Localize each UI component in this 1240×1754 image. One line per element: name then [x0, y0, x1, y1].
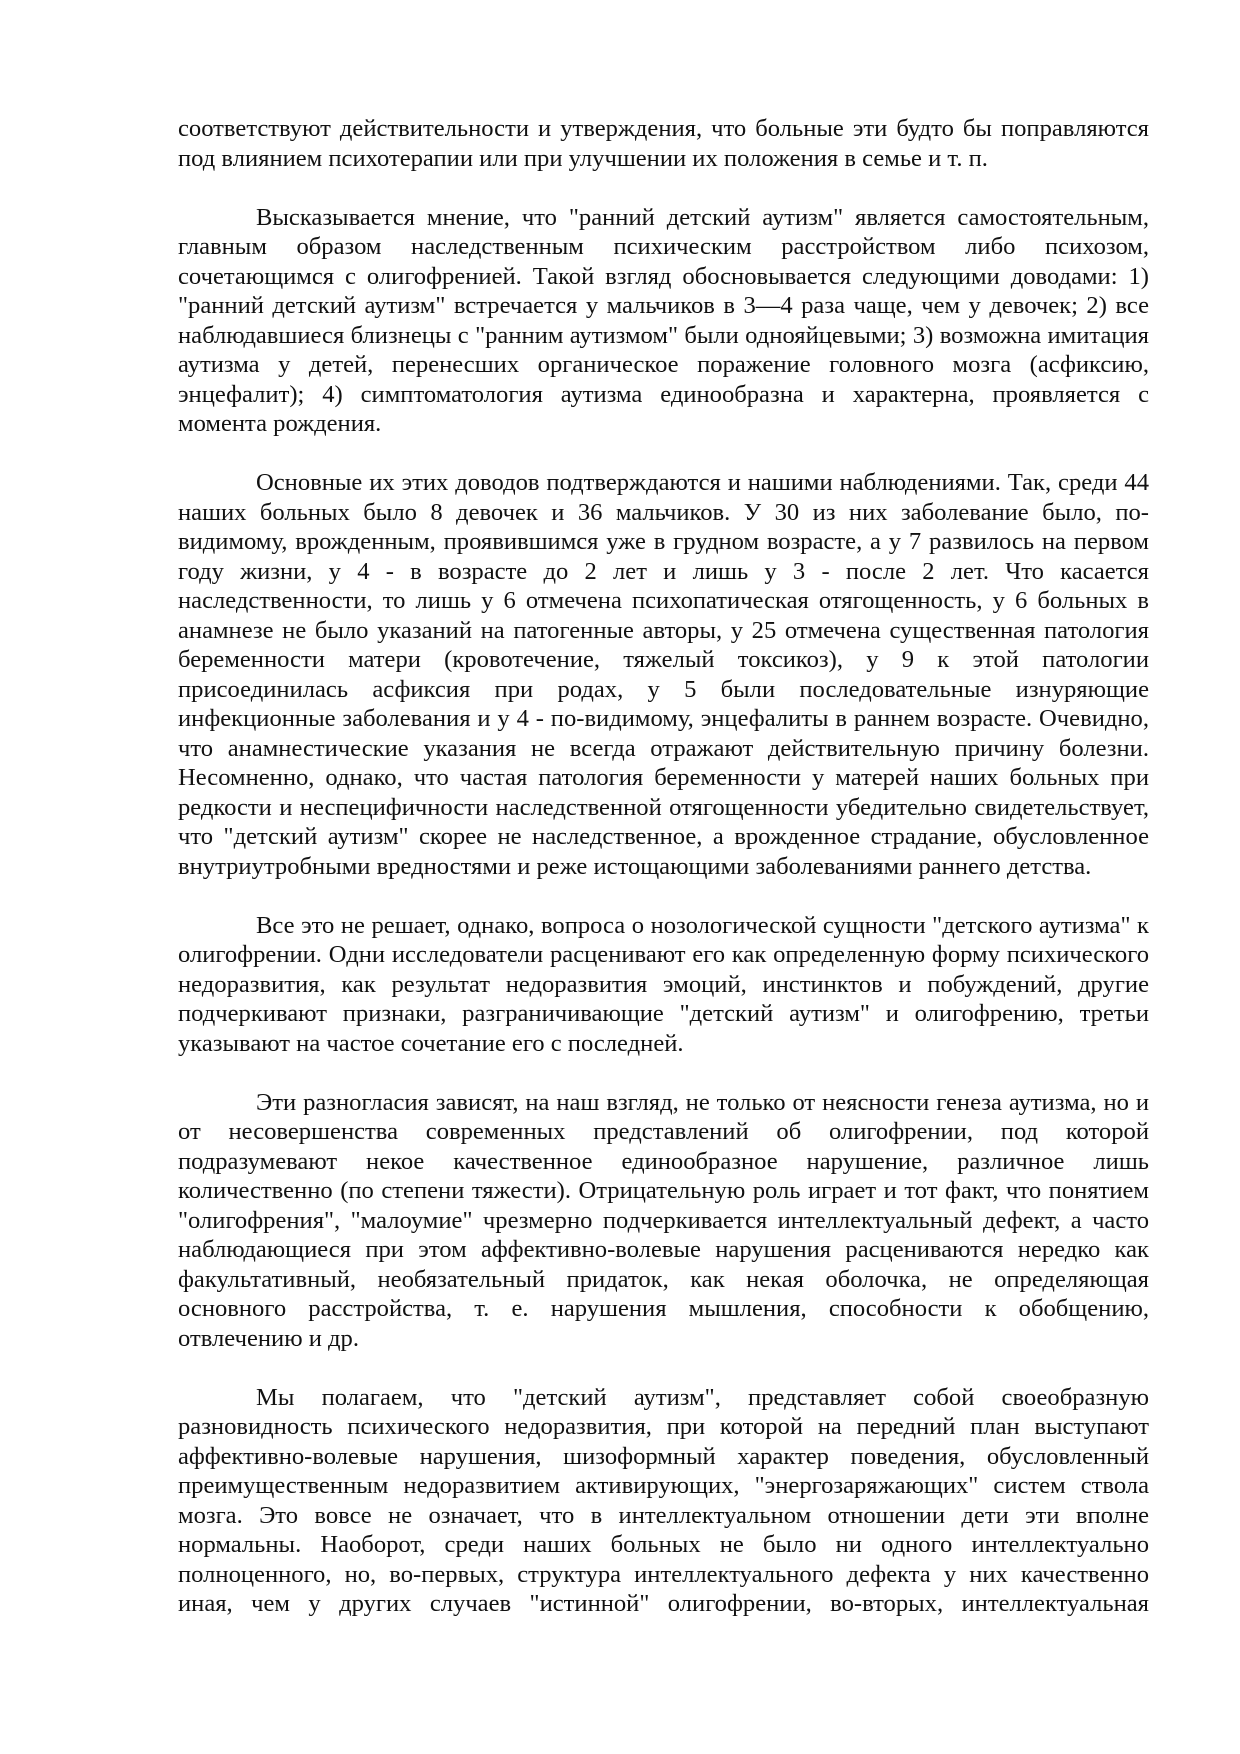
paragraph-conclusion: Мы полагаем, что "детский аутизм", представляет собой своеобразную разновидность психического недоразвития, при которой на передний план выступают аффективно-волевые нарушения, шизоформный характер поведения, обусловленный преимущественным недоразвитием активирующих, "энергозаряжающих" систем ствола мозга. Это вовсе не означает, что в интеллектуальном отношении дети эти вполне нормальны. Наоборот, среди наших больных не было ни одного интеллектуально полноценного, но, во-первых, структура интеллектуального дефекта у них качественно иная, чем у других случаев "истинной" олигофрении, во-вторых, интеллектуальная [178, 1383, 1149, 1617]
paragraph-autism-opinion: Высказывается мнение, что "ранний детский аутизм" является самостоятельным, главным образом наследственным психическим расстройством либо психозом, сочетающимся с олигофренией. Такой взгляд обосновывается следующими доводами: 1) "ранний детский аутизм" встречается у мальчиков в 3—4 раза чаще, чем у девочек; 2) все наблюдавшиеся близнецы с "ранним аутизмом" были однояйцевыми; 3) возможна имитация аутизма у детей, перенесших органическое поражение головного мозга (асфиксию, энцефалит); 4) симптоматология аутизма единообразна и характерна, проявляется с момента рождения. [178, 203, 1149, 437]
paragraph-continuation: соответствуют действительности и утверждения, что больные эти будто бы поправляются под влиянием психотерапии или при улучшении их положения в семье и т. п. [178, 115, 1149, 172]
paragraph-nosology: Все это не решает, однако, вопроса о нозологической сущности "детского аутизма" к олигофрении. Одни исследователи расценивают его как определенную форму психического недоразвития, как результат недоразвития эмоций, инстинктов и побуждений, другие подчеркивают признаки, разграничивающие "детский аутизм" и олигофрению, третьи указывают на частое сочетание его с последней. [178, 911, 1149, 1057]
paragraph-disagreements: Эти разногласия зависят, на наш взгляд, не только от неясности генеза аутизма, но и от несовершенства современных представлений об олигофрении, под которой подразумевают некое качественное единообразное нарушение, различное лишь количественно (по степени тяжести). Отрицательную роль играет и тот факт, что понятием "олигофрения", "малоумие" чрезмерно подчеркивается интеллектуальный дефект, а часто наблюдающиеся при этом аффективно-волевые нарушения расцениваются нередко как факультативный, необязательный придаток, как некая оболочка, не определяющая основного расстройства, т. е. нарушения мышления, способности к обобщению, отвлечению и др. [178, 1088, 1149, 1352]
paragraph-observations: Основные их этих доводов подтверждаются и нашими наблюдениями. Так, среди 44 наших больных было 8 девочек и 36 мальчиков. У 30 из них заболевание было, по-видимому, врожденным, проявившимся уже в грудном возрасте, а у 7 развилось на первом году жизни, у 4 - в возрасте до 2 лет и лишь у 3 - после 2 лет. Что касается наследственности, то лишь у 6 отмечена психопатическая отягощенность, у 6 больных в анамнезе не было указаний на патогенные авторы, у 25 отмечена существенная патология беременности матери (кровотечение, тяжелый токсикоз), у 9 к этой патологии присоединилась асфиксия при родах, у 5 были последовательные изнуряющие инфекционные заболевания и у 4 - по-видимому, энцефалиты в раннем возрасте. Очевидно, что анамнестические указания не всегда отражают действительную причину болезни. Несомненно, однако, что частая патология беременности у матерей наших больных при редкости и неспецифичности наследственной отягощенности убедительно свидетельствует, что "детский аутизм" скорее не наследственное, а врожденное страдание, обусловленное внутриутробными вредностями и реже истощающими заболеваниями раннего детства. [178, 469, 1149, 880]
document-body [178, 114, 1149, 1619]
